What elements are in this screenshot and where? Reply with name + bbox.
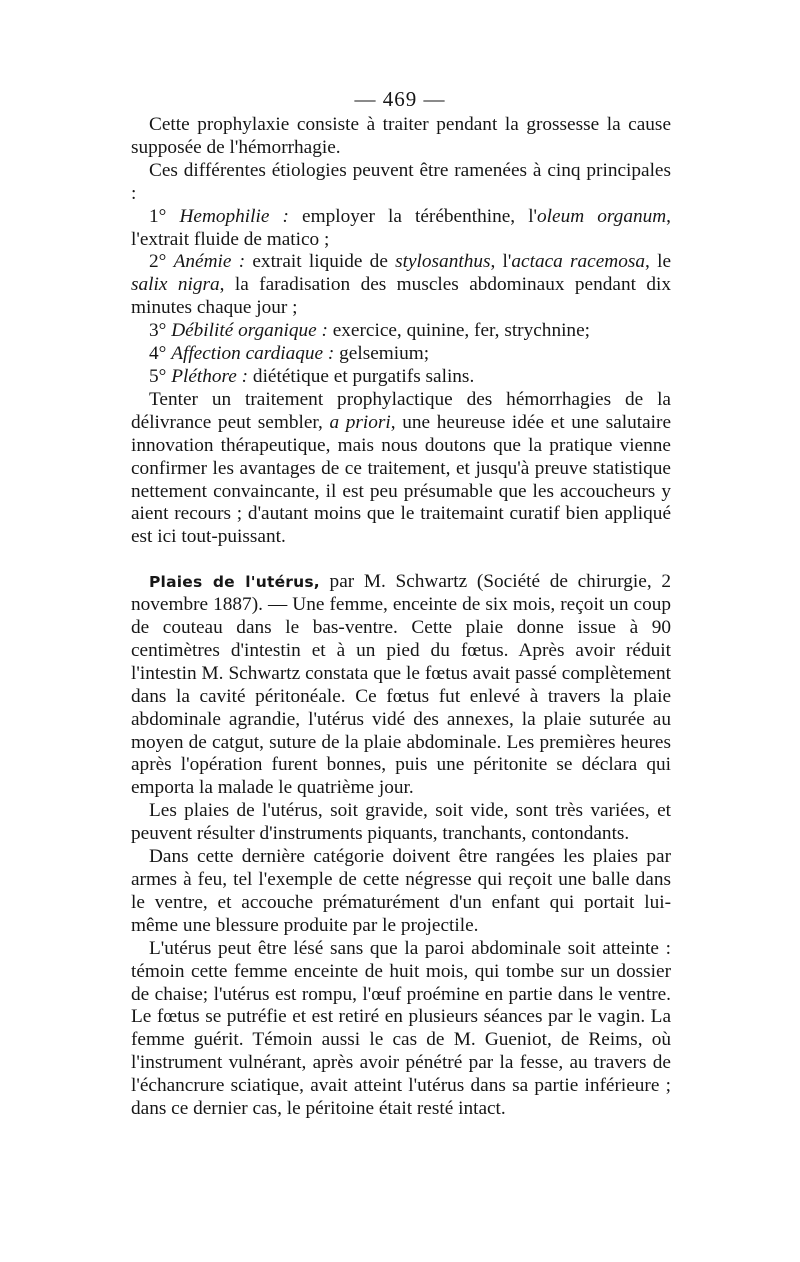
paragraph-plaies-variees: Les plaies de l'utérus, soit gravide, soit vide, sont très variées, et peuvent résulter d'instruments piquants, tranchants, contondants. [131,800,671,845]
item-text: employer la térébenthine, l' [288,205,538,227]
item-italic: salix nigra [131,274,220,296]
item-italic: actaca racemosa [511,251,646,273]
page-number: — 469 — [354,87,446,111]
list-item-debilite [131,320,671,343]
list-item-plethore [131,366,671,389]
item-text: , l'extrait fluide de matico ; [131,205,671,250]
paragraph-uterus-lese: L'utérus peut être lésé sans que la paroi abdominale soit atteinte : témoin cette femme enceinte de huit mois, qui tombe sur un dossier de chaise; l'utérus est rompu, l'œuf proémine en partie dans le ventre. Le fœtus se putréfie et est retiré en plusieurs séances par le vagin. La femme guérit. Témoin aussi le cas de M. Gueniot, de Reims, où l'instrument vulnérant, après avoir pénétré par la fesse, au travers de l'échancrure sciatique, avait atteint l'utérus dans sa partie inférieure ; dans ce dernier cas, le péritoine était resté intact. [131,937,671,1120]
item-text: , le [645,251,672,273]
paragraph-etiologies: Ces différentes étiologies peuvent être ramenées à cinq principales : [131,159,671,204]
paragraph-text: par M. Schwartz (Société de chirurgie, 2 novembre 1887). — Une femme, enceinte de six mois, reçoit un coup de couteau dans le bas-ventre. Cette plaie donne issue à 90 centimètres d'intestin et à un pied du fœtus. Après avoir réduit l'intestin M. Schwartz constata que le fœtus avait passé complètement dans la cavité péritonéale. Ce fœtus fut enlevé à travers la plaie abdominale agrandie, l'utérus vidé des annexes, la plaie suturée au moyen de catgut, suture de la plaie abdominale. Les premières heures après l'opération furent bonnes, puis une péritonite se déclara qui emporta la malade le quatrième jour. [131,571,671,799]
body-text [131,114,671,1121]
item-title: Anémie : [173,251,246,273]
paragraph-traitement [131,389,671,549]
item-number: 1° [149,205,167,227]
paragraph-plaies-uterus [131,571,671,800]
paragraph-italic: a priori [329,411,391,433]
item-title: Affection cardiaque : [171,343,335,365]
item-number: 4° [149,343,167,365]
paragraph-text: , une heureuse idée et une salutaire innovation thérapeutique, mais nous doutons que la pratique vienne confirmer les avantages de ce traitement, et jusqu'à preuve statistique nettement convaincante, il est peu présumable que les accoucheurs y aient recours ; d'autant moins que le traitemaint curatif bien appliqué est ici tout-puissant. [131,411,672,548]
item-text: diététique et purgatifs salins. [248,365,475,387]
item-title: Pléthore : [171,365,249,387]
item-text: gelsemium; [334,343,430,365]
item-text: , la faradisation des muscles abdominaux pendant dix minutes chaque jour ; [131,274,671,319]
item-italic: oleum organum [537,205,667,227]
list-item-hemophilie [131,206,671,252]
item-title: Débilité organique : [171,320,328,342]
item-number: 5° [149,365,167,387]
item-text: , l' [490,251,512,273]
list-item-affection [131,343,671,366]
item-italic: stylosanthus [395,251,491,273]
section-gap [131,549,671,571]
item-number: 3° [149,320,167,342]
paragraph-text: Tenter un traitement prophylactique des hémorrhagies de la délivrance peut sembler, [131,388,671,433]
paragraph-prophylaxie: Cette prophylaxie consiste à traiter pendant la grossesse la cause supposée de l'hémorrhagie. [131,114,671,158]
item-text: extrait liquide de [245,251,396,273]
item-title: Hemophilie : [179,205,289,227]
section-heading: Plaies de l'utérus, [149,573,320,592]
list-item-anemie [131,251,671,320]
item-number: 2° [149,251,167,273]
item-text: exercice, quinine, fer, strychnine; [327,320,590,342]
paragraph-armes-a-feu: Dans cette dernière catégorie doivent être rangées les plaies par armes à feu, tel l'exemple de cette négresse qui reçoit une balle dans le ventre, et accouche prématurément d'un enfant qui portait lui-même une blessure produite par le projectile. [131,846,671,936]
